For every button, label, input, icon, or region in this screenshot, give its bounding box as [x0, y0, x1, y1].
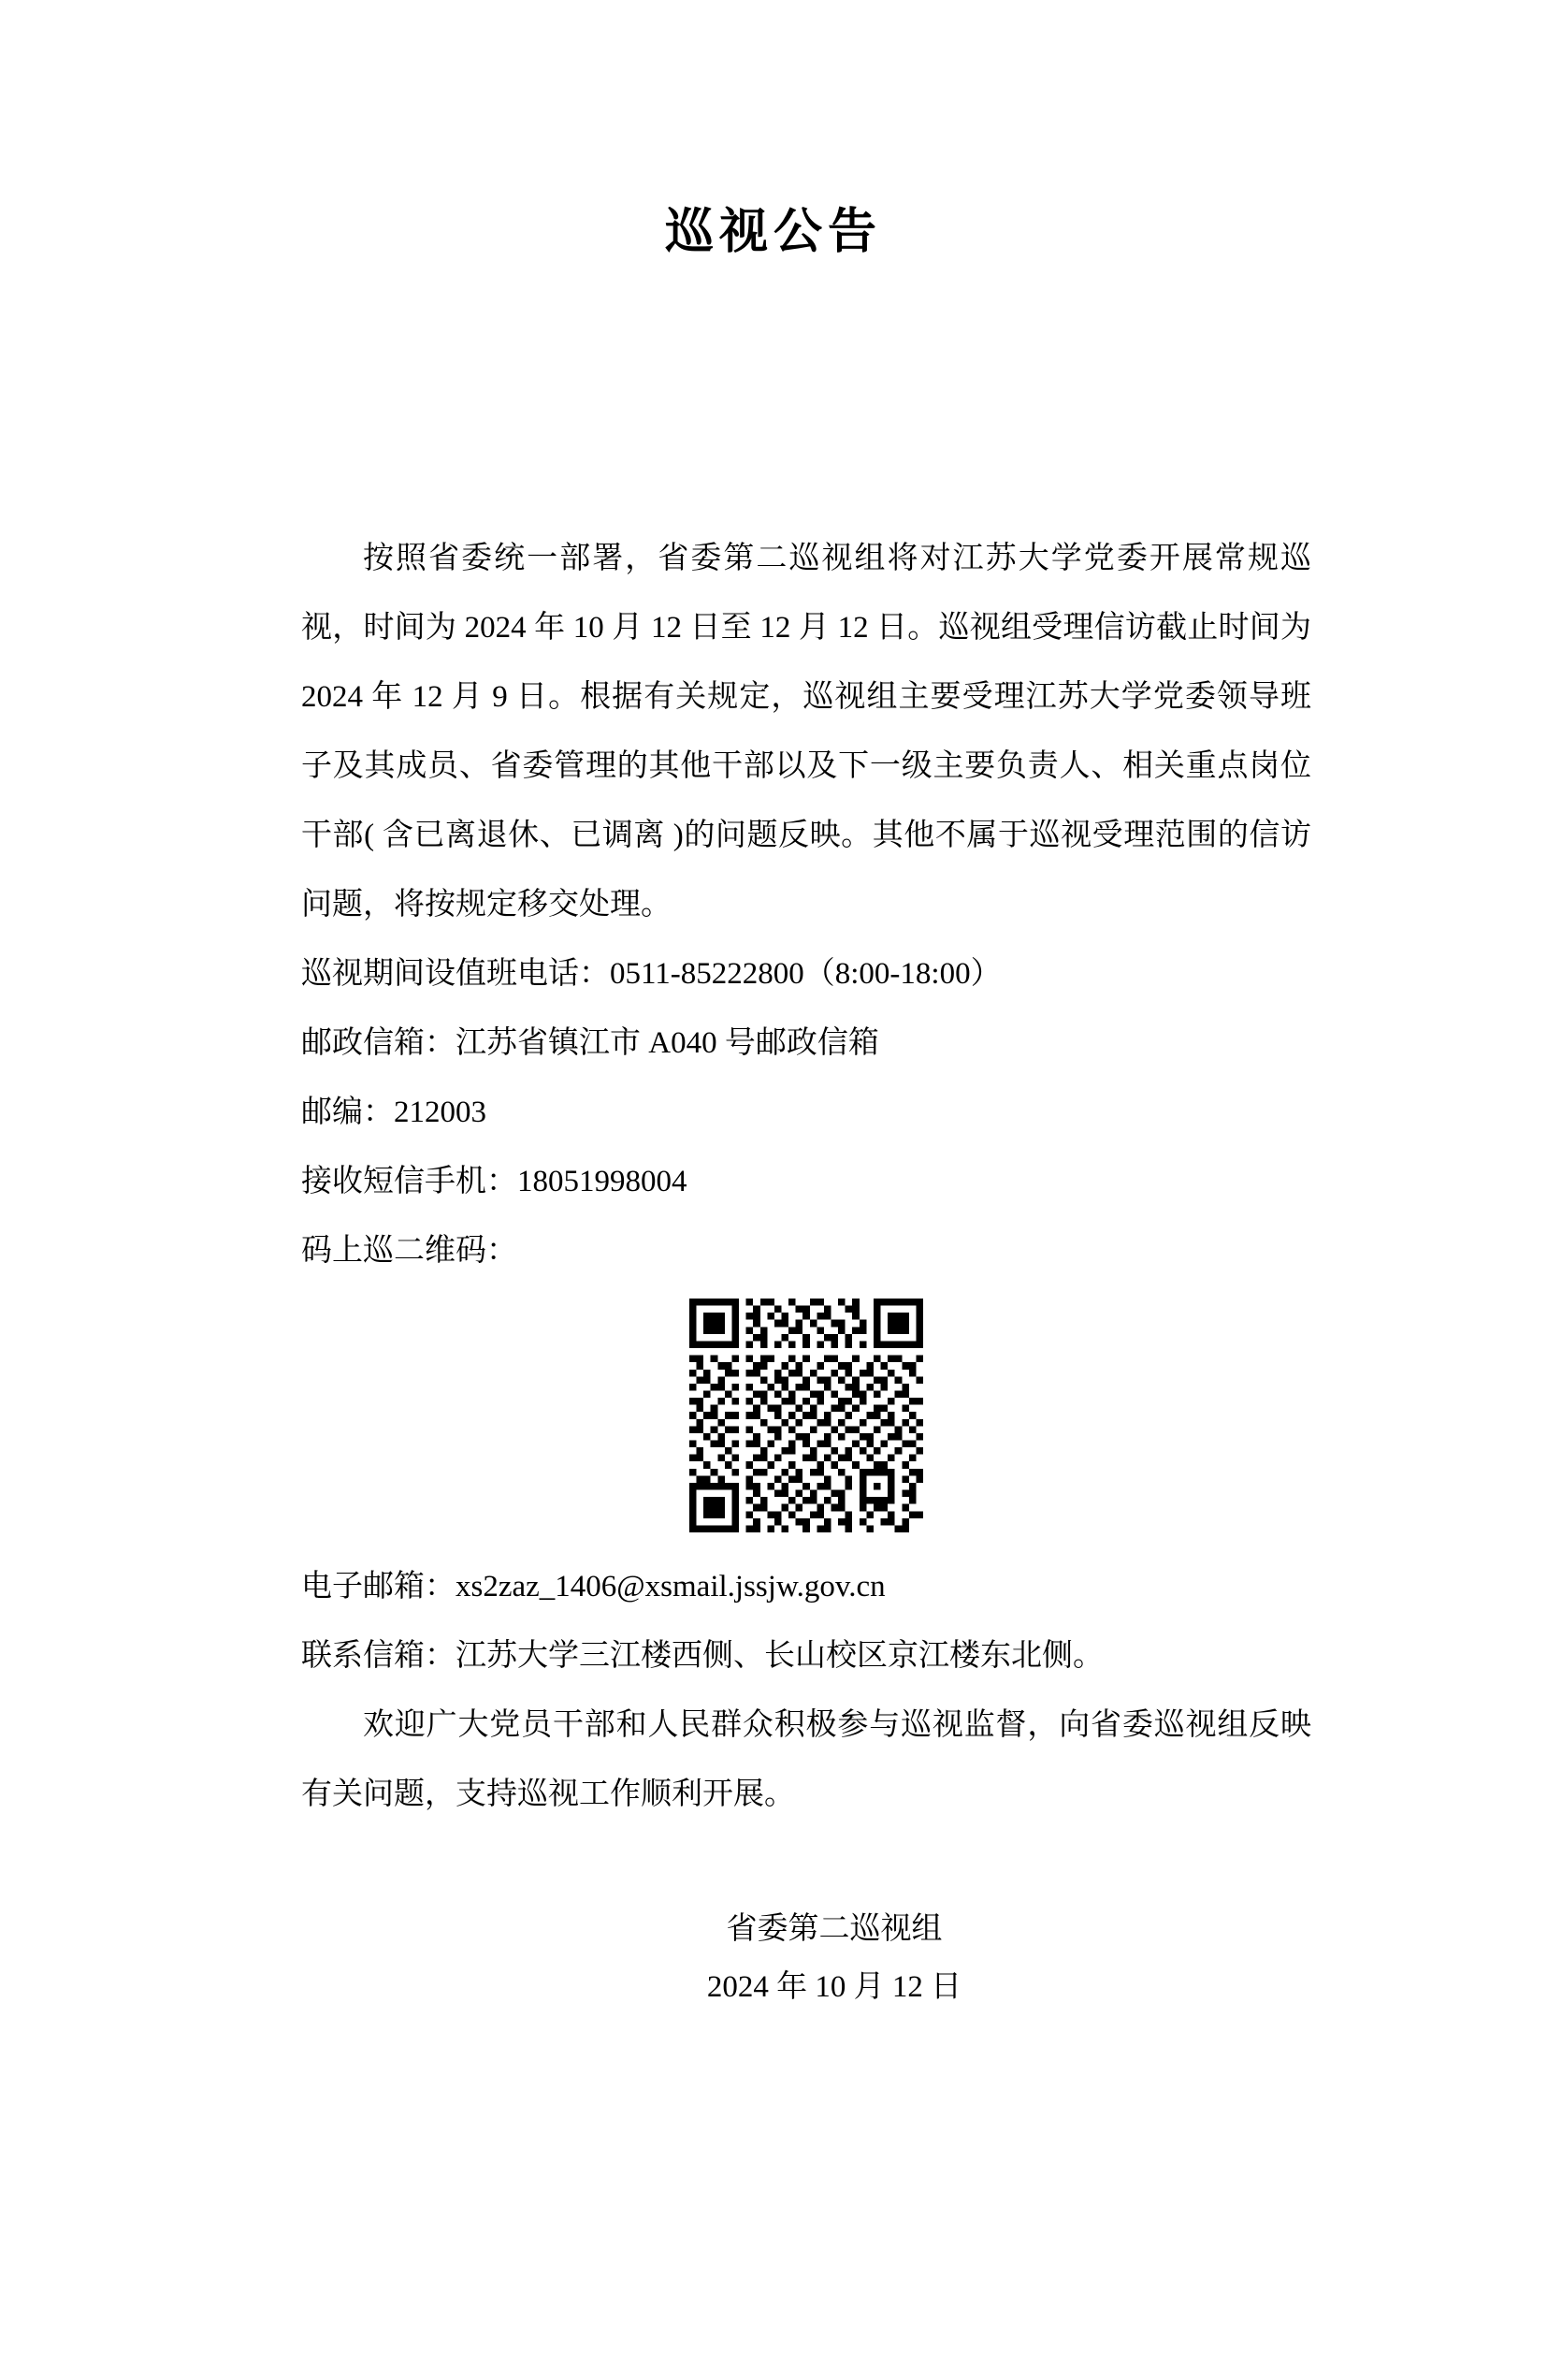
page-title: 巡视公告: [664, 203, 882, 260]
contact-line-letterbox: 联系信箱：江苏大学三江楼西侧、长山校区京江楼东北侧。: [301, 1639, 1104, 1673]
contact-line-qr-label: 码上巡二维码：: [301, 1234, 517, 1268]
contact-line-postcode: 邮编：212003: [301, 1096, 486, 1129]
contact-line-phone: 巡视期间设值班电话：0511-85222800（8:00-18:00）: [301, 957, 1002, 991]
contact-line-mailbox: 邮政信箱：江苏省镇江市 A040 号邮政信箱: [301, 1026, 879, 1060]
qr-code: [689, 1299, 923, 1532]
contact-line-email: 电子邮箱：xs2zaz_1406@xsmail.jssjw.gov.cn: [301, 1570, 886, 1604]
qr-code-container: [301, 1299, 1311, 1537]
signature-org: 省委第二巡视组: [726, 1912, 943, 1946]
signature-block: [301, 1900, 1311, 2016]
document-body: [301, 524, 1311, 2016]
paragraph-main: 按照省委统一部署，省委第二巡视组将对江苏大学党委开展常规巡视，时间为 2024 年 10 月 12 日至 12 月 12 日。巡视组受理信访截止时间为 2024 年 12 月 9 日。根据有关规定，巡视组主要受理江苏大学党委领导班子及其成员、省委管理的其他干部以及下一级主要负责人、相关重点岗位干部( 含已离退休、已调离 )的问题反映。其他不属于巡视受理范围的信访问题，将按规定移交处理。: [301, 542, 1311, 922]
document-page: [0, 192, 1547, 2380]
contact-line-sms: 接收短信手机：18051998004: [301, 1165, 687, 1198]
paragraph-closing: 欢迎广大党员干部和人民群众积极参与巡视监督，向省委巡视组反映有关问题，支持巡视工作顺利开展。: [301, 1708, 1311, 1811]
signature-date: 2024 年 10 月 12 日: [706, 1970, 962, 2004]
